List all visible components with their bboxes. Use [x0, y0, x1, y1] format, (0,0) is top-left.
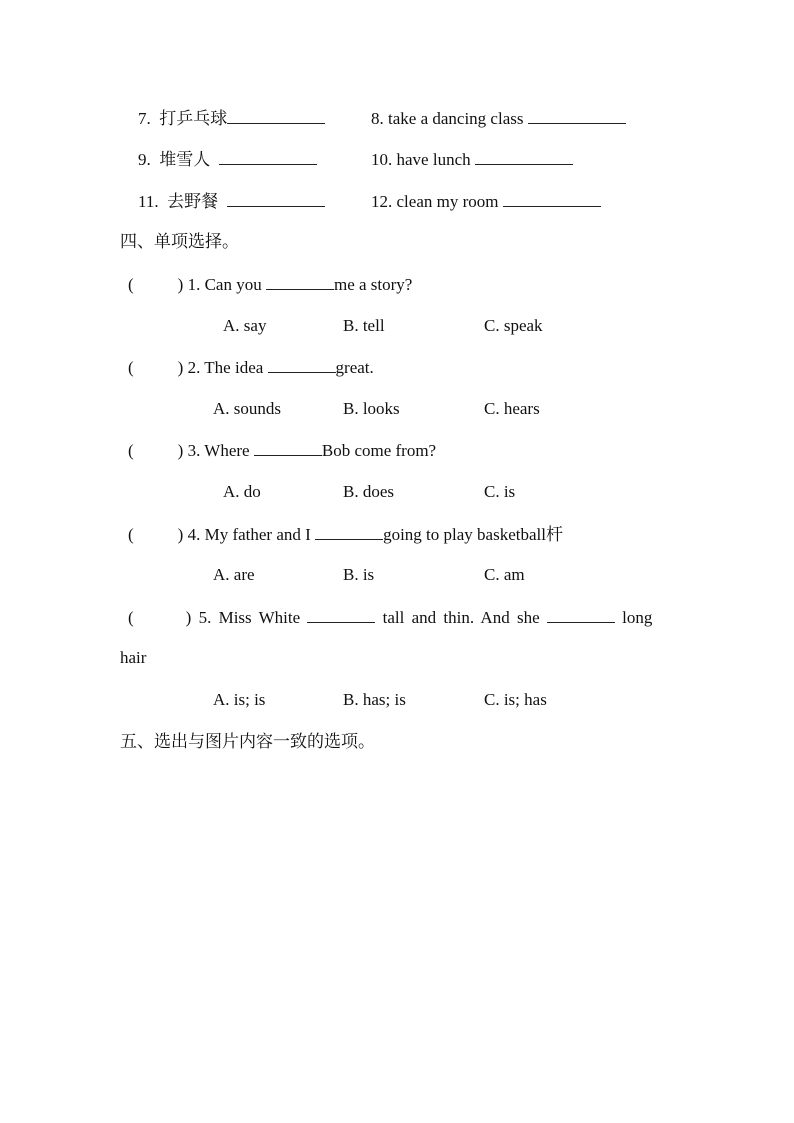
answer-blank[interactable]: [503, 191, 601, 207]
q1-option-b[interactable]: B. tell: [343, 316, 385, 335]
answer-paren-close: ): [177, 525, 184, 544]
answer-blank[interactable]: [528, 108, 626, 124]
question-5: ( ) 5. Miss White tall and thin. And she long: [128, 608, 653, 627]
q3-option-a[interactable]: A. do: [223, 482, 261, 501]
q3-option-c[interactable]: C. is: [484, 482, 516, 501]
q4-option-b[interactable]: B. is: [343, 565, 375, 584]
translation-item-8: 8. take a dancing class: [371, 108, 626, 129]
question-3: ( ) 3. Where Bob come from?: [128, 441, 437, 460]
q2-option-a[interactable]: A. sounds: [213, 399, 282, 418]
translation-item-10: 10. have lunch: [371, 149, 573, 170]
answer-blank[interactable]: [227, 108, 325, 124]
answer-paren-open: (: [128, 441, 134, 460]
answer-paren-open: (: [128, 358, 134, 377]
question-1: ( ) 1. Can you me a story?: [128, 275, 413, 294]
answer-blank[interactable]: [547, 607, 615, 623]
answer-paren-close: ): [177, 441, 184, 460]
q5-option-b[interactable]: B. has; is: [343, 690, 406, 709]
question-4: ( ) 4. My father and I going to play basketball杆: [128, 525, 563, 544]
q1-option-a[interactable]: A. say: [223, 316, 267, 335]
answer-paren-open: (: [128, 275, 134, 294]
translation-item-11: 11. 去野餐: [138, 191, 325, 212]
q5-option-a[interactable]: A. is; is: [213, 690, 266, 709]
section-4-heading: 四、单项选择。: [120, 232, 239, 251]
answer-paren-open: (: [128, 525, 134, 544]
q2-option-c[interactable]: C. hears: [484, 399, 540, 418]
question-2: ( ) 2. The idea great.: [128, 358, 374, 377]
translation-item-12: 12. clean my room: [371, 191, 601, 212]
item-text: have lunch: [396, 150, 471, 169]
item-text: 打乒乓球: [159, 109, 228, 128]
answer-blank[interactable]: [307, 607, 375, 623]
question-5-continuation: hair: [120, 648, 147, 667]
q3-option-b[interactable]: B. does: [343, 482, 394, 501]
section-5-heading: 五、选出与图片内容一致的选项。: [120, 732, 375, 751]
q4-option-a[interactable]: A. are: [213, 565, 255, 584]
item-text: 去野餐: [167, 192, 219, 211]
translation-item-9: 9. 堆雪人: [138, 149, 317, 170]
answer-blank[interactable]: [254, 440, 322, 456]
answer-blank[interactable]: [475, 149, 573, 165]
q2-option-b[interactable]: B. looks: [343, 399, 400, 418]
item-text: take a dancing class: [388, 109, 524, 128]
answer-paren-open: (: [128, 608, 134, 627]
answer-paren-close: ): [185, 608, 192, 627]
answer-paren-close: ): [177, 275, 184, 294]
answer-blank[interactable]: [315, 524, 383, 540]
item-text: 堆雪人: [159, 150, 211, 169]
answer-blank[interactable]: [227, 191, 325, 207]
answer-blank[interactable]: [268, 357, 336, 373]
q5-option-c[interactable]: C. is; has: [484, 690, 547, 709]
q4-option-c[interactable]: C. am: [484, 565, 525, 584]
answer-blank[interactable]: [266, 274, 334, 290]
translation-item-7: 7. 打乒乓球: [138, 108, 325, 129]
q1-option-c[interactable]: C. speak: [484, 316, 543, 335]
item-text: clean my room: [396, 192, 499, 211]
answer-blank[interactable]: [219, 149, 317, 165]
answer-paren-close: ): [177, 358, 184, 377]
